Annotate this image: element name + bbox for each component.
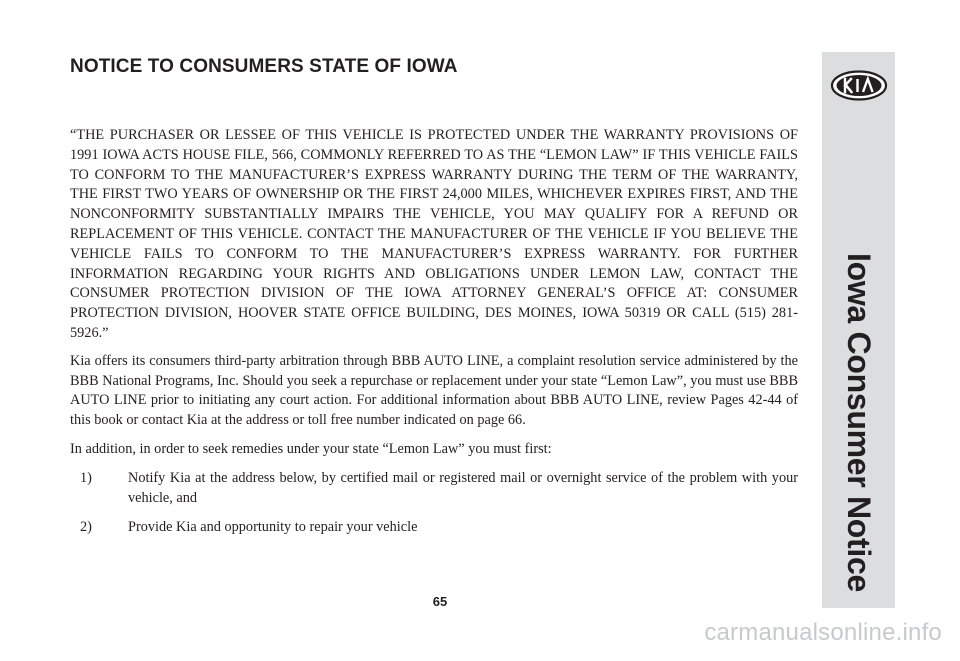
section-side-tab [822,52,895,608]
notice-body [70,126,798,548]
lemon-law-quote: “THE PURCHASER OR LESSEE OF THIS VEHICLE IS PROTECTED UNDER THE WARRANTY PROVISIONS OF 1991 IOWA ACTS HOUSE FILE, 566, COMMONLY REFERRED TO AS THE “LEMON LAW” IF THIS VEHICLE FAILS TO CONFORM TO THE MANUFACTURER’S EXPRESS WARRANTY DURING THE TERM OF THE WARRANTY, THE FIRST TWO YEARS OF OWNERSHIP OR THE FIRST 24,000 MILES, WHICHEVER EXPIRES FIRST, AND THE NONCONFORMITY SUBSTANTIALLY IMPAIRS THE VEHICLE, YOU MAY QUALIFY FOR A REFUND OR REPLACEMENT OF THIS VEHICLE. CONTACT THE MANUFACTURER OF THE VEHICLE IF YOU BELIEVE THE VEHICLE FAILS TO CONFORM TO THE MANUFACTURER’S EXPRESS WARRANTY. FOR FURTHER INFORMATION REGARDING YOUR RIGHTS AND OBLIGATIONS UNDER LEMON LAW, CONTACT THE CONSUMER PROTECTION DIVISION OF THE IOWA ATTORNEY GENERAL’S OFFICE AT: CONSUMER PROTECTION DIVISION, HOOVER STATE OFFICE BUILDING, DES MOINES, IOWA 50319 OR CALL (515) 281-5926.” [70,127,798,341]
side-tab-title: Iowa Consumer Notice [841,253,877,592]
requirements-list [70,469,798,538]
arbitration-paragraph: Kia offers its consumers third-party arbitration through BBB AUTO LINE, a complaint resolution service administered by the BBB National Programs, Inc. Should you seek a repurchase or replacement under your state “Lemon Law”, you must use BBB AUTO LINE prior to initiating any court action. For additional information about BBB AUTO LINE, review Pages 42-44 of this book or contact Kia at the address or toll free number indicated on page 66. [70,352,798,429]
list-item-text: Notify Kia at the address below, by certified mail or registered mail or overnight service of the problem with your vehicle, and [128,469,798,506]
kia-logo-icon [830,70,888,101]
list-item-number: 2) [80,519,92,536]
requirements-intro: In addition, in order to seek remedies under your state “Lemon Law” you must first: [70,440,552,457]
list-item [70,518,798,538]
watermark-text: carmanualsonline.info [704,619,942,646]
list-item [70,469,798,509]
page-heading: NOTICE TO CONSUMERS STATE OF IOWA [70,56,458,77]
page-number: 65 [432,594,448,609]
list-item-text: Provide Kia and opportunity to repair your vehicle [128,519,418,536]
list-item-number: 1) [80,469,92,486]
